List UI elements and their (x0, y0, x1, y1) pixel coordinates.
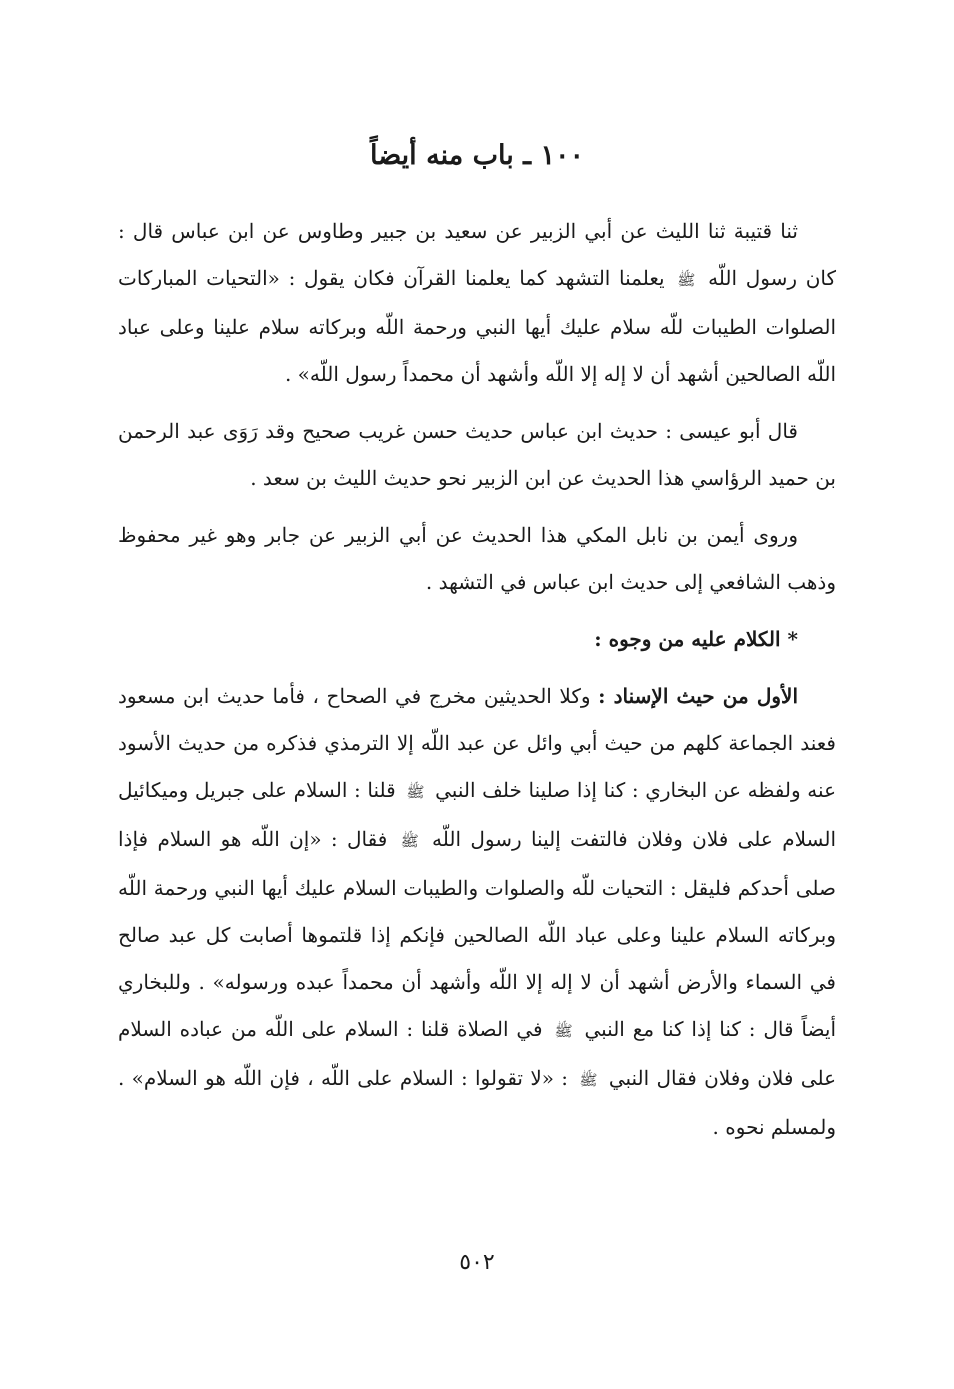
isnad-text-e: : «لا تقولوا : السلام على اللّه ، فإن اللّه هو السلام» . ولمسلم نحوه . (118, 1066, 836, 1139)
isnad-text-b: قلنا : السلام على جبريل وميكائيل السلام على فلان وفلان فالتفت إلينا رسول اللّه (118, 778, 836, 851)
page-number: ٥٠٢ (459, 1250, 495, 1275)
salutation-mark: ﷺ (579, 1071, 598, 1089)
paragraph-hadith-text-a: ثنا قتيبة ثنا الليث عن أبي الزبير عن سعيد بن جبير وطاوس عن ابن عباس قال : كان رسول اللّه (118, 219, 837, 290)
salutation-mark: ﷺ (677, 271, 696, 289)
chapter-title: ١٠٠ ـ باب منه أيضاً (370, 140, 584, 172)
paragraph-isnad (118, 673, 836, 1151)
isnad-text-c: فقال : «إن اللّه هو السلام فإذا صلى أحدكم فليقل : التحيات للّه والصلوات والطيبات السلام عليك أيها النبي ورحمة اللّه وبركاته السلام علينا وعلى عباد اللّه الصالحين فإنكم إذا قلتموها أصابت كل عبد صالح في السماء والأرض أشهد أن لا إله إلا اللّه وأشهد أن محمداً عبده ورسوله» . وللبخاري أيضاً قال : كنا إذا كنا مع النبي (118, 827, 836, 1041)
paragraph-hadith-text-b: يعلمنا التشهد كما يعلمنا القرآن فكان يقول : «التحيات المباركات الصلوات الطيبات للّه سلام عليك أيها النبي ورحمة اللّه وبركاته سلام علينا وعلى عباد اللّه الصالحين أشهد أن لا إله إلا اللّه وأشهد أن محمداً رسول اللّه» . (118, 266, 837, 386)
isnad-text-d: في الصلاة قلنا : السلام على اللّه من عباده السلام على فلان وفلان فقال النبي (118, 1017, 837, 1090)
section-heading: * الكلام عليه من وجوه : (594, 627, 798, 651)
isnad-lead: الأول من حيث الإسناد : (598, 684, 799, 708)
salutation-mark: ﷺ (406, 783, 425, 801)
isnad-text-a: وكلا الحديثين مخرج في الصحاح ، فأما حديث ابن مسعود فعند الجماعة كلهم من حيث أبي وائل عن عبد اللّه إلا الترمذي فذكره من حديث الأسود عنه ولفظه عن البخاري : كنا إذا صلينا خلف النبي (118, 684, 837, 802)
salutation-mark: ﷺ (554, 1022, 573, 1040)
paragraph-abu-isa: قال أبو عيسى : حديث ابن عباس حديث حسن غريب صحيح وقد رَوَى عبد الرحمن بن حميد الرؤاسي هذا الحديث عن ابن الزبير نحو حديث الليث بن سعد . (118, 419, 836, 490)
paragraph-ayman: وروى أيمن بن نابل المكي هذا الحديث عن أبي الزبير عن جابر وهو غير محفوظ وذهب الشافعي إلى حديث ابن عباس في التشهد . (118, 523, 836, 594)
salutation-mark: ﷺ (400, 832, 419, 850)
page-body (118, 208, 836, 1161)
paragraph-hadith (118, 208, 836, 398)
